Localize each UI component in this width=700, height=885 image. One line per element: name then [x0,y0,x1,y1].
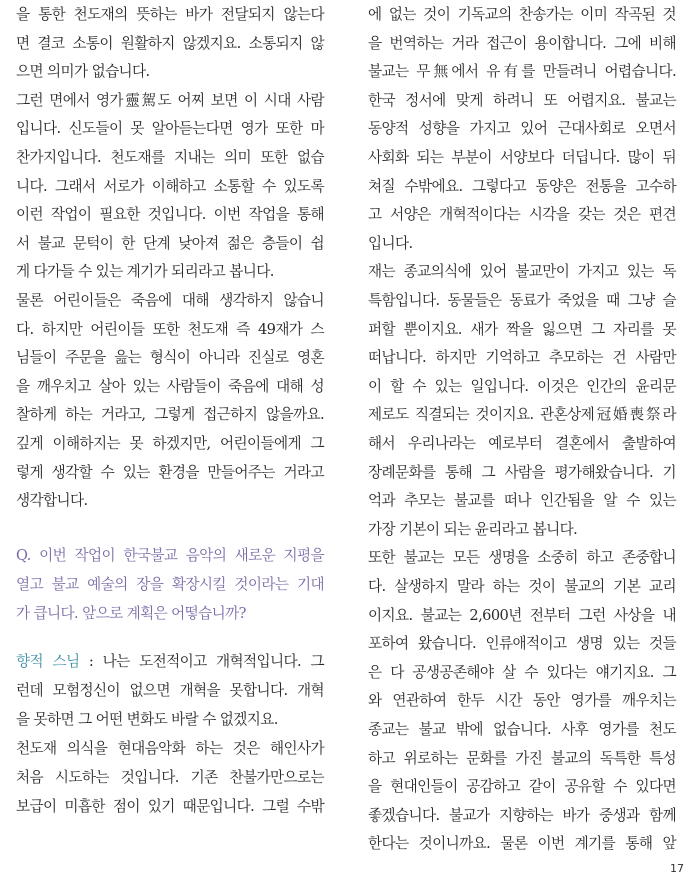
left-column-line: 입니다. 신도들이 못 알아듣는다면 영가 또한 마 [16,120,324,138]
left-column-line: 렇게 생각할 수 있는 환경을 만들어주는 거라고 [16,463,324,481]
left-column-line: 그런 면에서 영가靈駕도 어찌 보면 이 시대 사람 [16,91,324,109]
right-column-line: 떠납니다. 하지만 기억하고 추모하는 건 사람만 [368,349,676,367]
right-column-line: 을 현대인들이 공감하고 같이 공유할 수 있다면 [368,778,676,796]
right-column-line: 한국 정서에 맞게 하려니 또 어렵지요. 불교는 [368,91,676,109]
right-column-line: 제로도 직결되는 것이지요. 관혼상제冠婚喪祭라 [368,406,676,424]
right-column-line: 에 없는 것이 기독교의 찬송가는 이미 작곡된 것 [368,6,676,23]
left-column-line: 열고 불교 예술의 장을 확장시킬 것이라는 기대 [16,576,324,593]
right-column-line: 쳐질 수밖에요. 그렇다고 동양은 전통을 고수하 [368,177,676,195]
right-column-line: 종교는 불교 밖에 없습니다. 사후 영가를 천도 [368,721,676,738]
right-column-line: 고 서양은 개혁적이다는 시각을 갖는 것은 편견 [368,206,676,224]
left-column-line [16,648,324,676]
left-column-line: 가 큽니다. 앞으로 계획은 어떻습니까? [16,605,246,622]
left-column-line: 깊게 이해하지는 못 하겠지만, 어린이들에게 그 [16,435,324,452]
right-column-line: 사회화 되는 부분이 서양보다 더딥니다. 많이 뒤 [368,149,676,166]
right-column-line: 재는 종교의식에 있어 불교만이 가지고 있는 독 [368,263,676,281]
right-column-line: 이지요. 불교는 2,600년 전부터 그런 사상을 내 [368,606,676,624]
left-column-line: 찰하게 하는 거라고, 그렇게 접근하지 않을까요. [16,406,324,424]
right-column-line: 와 연관하여 한두 시간 동안 영가를 깨우치는 [368,692,676,710]
left-column-line: 니다. 그래서 서로가 이해하고 소통할 수 있도록 [16,177,324,195]
right-column-line: 불교는 무無에서 유有를 만들려니 어렵습니다. [368,63,676,81]
left-column-line: 으면 의미가 없습니다. [16,63,150,81]
left-column-line: 게 다가들 수 있는 계기가 되리라고 봅니다. [16,263,274,281]
left-column-line: 천도재 의식을 현대음악화 하는 것은 해인사가 [16,740,324,757]
left-column-line: 서 불교 문턱이 한 단계 낮아져 젊은 층들이 쉽 [16,234,324,252]
left-column-line: 런데 모험정신이 없으면 개혁을 못합니다. 개혁 [16,682,324,699]
right-column-line: 또한 불교는 모든 생명을 소중히 하고 존중합니 [368,549,676,567]
left-column-line: 을 통한 천도재의 뜻하는 바가 전달되지 않는다 [16,6,324,23]
right-column-line: 은 다 공생공존해야 살 수 있다는 얘기지요. 그 [368,663,676,681]
left-column-line: 생각합니다. [16,492,88,510]
left-column-line: 이런 작업이 필요한 것입니다. 이번 작업을 통해 [16,206,324,224]
right-column-line: 해서 우리나라는 예로부터 결혼에서 출발하여 [368,435,676,452]
right-column-line: 동양적 성향을 가지고 있어 근대사회로 오면서 [368,120,676,138]
right-column-line: 장례문화를 통해 그 사람을 평가해왔습니다. 기 [368,463,676,481]
left-column-line: 물론 어린이들은 죽음에 대해 생각하지 않습니 [16,292,324,309]
left-column-line: Q. 이번 작업이 한국불교 음악의 새로운 지평을 [16,547,324,564]
right-column-line: 억과 추모는 불교를 떠나 인간됨을 알 수 있는 [368,492,676,510]
right-column-line: 한다는 것이니까요. 물론 이번 계기를 통해 앞 [368,835,676,853]
left-column-line: 보급이 미흡한 점이 있기 때문입니다. 그럴 수밖 [16,798,324,815]
right-column-line: 좋겠습니다. 불교가 지향하는 바가 중생과 함께 [368,806,676,824]
left-column-line: 을 깨우치고 살아 있는 사람들이 죽음에 대해 성 [16,377,324,395]
right-column-line: 다. 살생하지 말라 하는 것이 불교의 기본 교리 [368,578,676,595]
left-column-line: 을 못하면 그 어떤 변화도 바랄 수 없겠지요. [16,711,278,728]
right-column-line: 가장 기본이 되는 윤리라고 봅니다. [368,520,578,538]
page-number: 17 [670,862,684,875]
speaker-name: 향적 스님 [16,653,80,670]
right-column-line: 하고 위로하는 문화를 가진 불교의 독특한 특성 [368,749,676,767]
right-column-line: 퍼할 뿐이지요. 새가 짝을 잃으면 그 자리를 못 [368,320,676,338]
right-column-line: 특함입니다. 동물들은 동료가 죽었을 때 그냥 슬 [368,292,676,309]
left-column-line: 님들이 주문을 읊는 형식이 아니라 진실로 영혼 [16,349,324,367]
right-column-line: 입니다. [368,234,413,252]
left-column-line: 찬가지입니다. 천도재를 지내는 의미 또한 없습 [16,149,324,166]
answer-text: : 나는 도전적이고 개혁적입니다. 그 [79,653,324,670]
left-column-line: 면 결코 소통이 원활하지 않겠지요. 소통되지 않 [16,34,324,52]
right-column-line: 포하여 왔습니다. 인류애적이고 생명 있는 것들 [368,635,676,653]
left-column-line: 처음 시도하는 것입니다. 기존 찬불가만으로는 [16,769,324,786]
left-column-line: 다. 하지만 어린이들 또한 천도재 즉 49재가 스 [16,320,324,338]
right-column-line: 이 할 수 있는 일입니다. 이것은 인간의 윤리문 [368,377,676,395]
right-column-line: 을 번역하는 거라 접근이 용이합니다. 그에 비해 [368,34,676,52]
